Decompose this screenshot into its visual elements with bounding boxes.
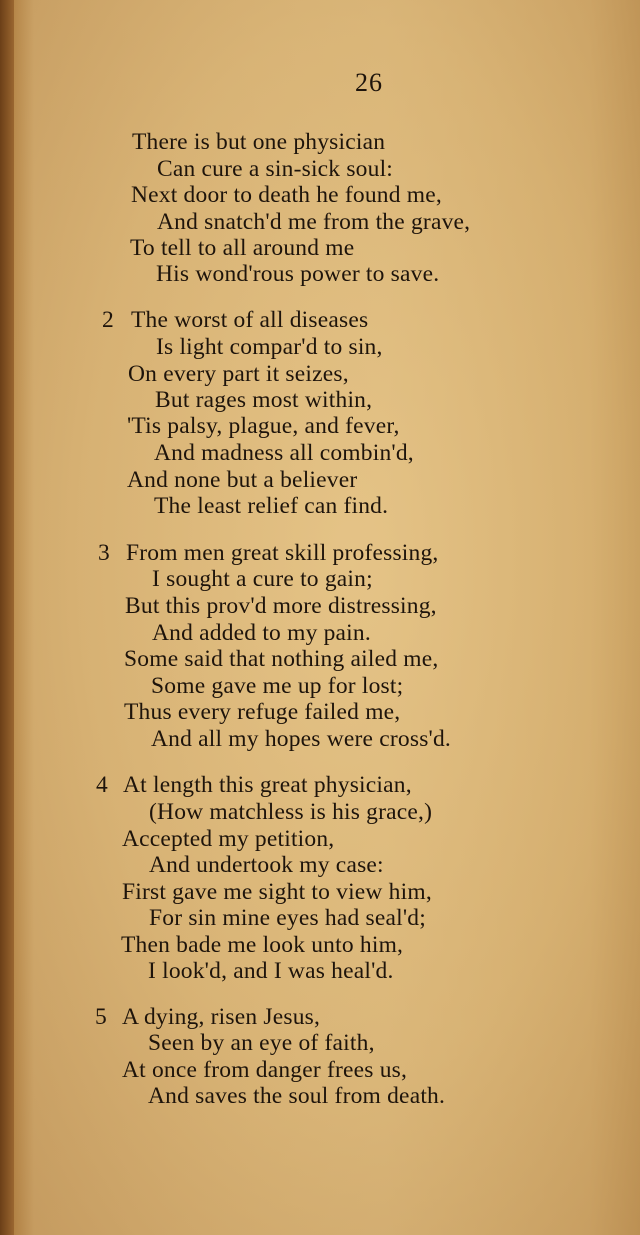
stanza-line: And added to my pain. bbox=[152, 620, 371, 646]
stanza-line: The worst of all diseases bbox=[131, 307, 369, 333]
stanza-line: I look'd, and I was heal'd. bbox=[148, 958, 394, 984]
stanza-line: Then bade me look unto him, bbox=[121, 932, 404, 958]
page-number: 26 bbox=[355, 68, 383, 97]
stanza-line: Accepted my petition, bbox=[122, 826, 335, 852]
stanza-line: At once from danger frees us, bbox=[122, 1057, 408, 1083]
stanza-line: The least relief can find. bbox=[154, 493, 389, 519]
stanza-line: And snatch'd me from the grave, bbox=[157, 209, 471, 235]
stanza-line: For sin mine eyes had seal'd; bbox=[149, 905, 426, 931]
stanza-line: But rages most within, bbox=[155, 387, 373, 413]
stanza-line: And saves the soul from death. bbox=[148, 1083, 446, 1109]
stanza-line: A dying, risen Jesus, bbox=[122, 1004, 321, 1030]
stanza-line: And all my hopes were cross'd. bbox=[151, 726, 452, 752]
stanza-line: And none but a believer bbox=[127, 467, 358, 493]
stanza-number: 2 bbox=[102, 307, 114, 333]
stanza-line: I sought a cure to gain; bbox=[152, 566, 373, 592]
stanza-line: And madness all combin'd, bbox=[154, 440, 414, 466]
stanza-line: But this prov'd more distressing, bbox=[125, 593, 437, 619]
stanza-line: Seen by an eye of faith, bbox=[148, 1030, 375, 1056]
stanza-line: Is light compar'd to sin, bbox=[156, 334, 383, 360]
stanza-number: 3 bbox=[98, 540, 110, 566]
stanza-line: There is but one physician bbox=[132, 129, 386, 155]
stanza-line: To tell to all around me bbox=[130, 235, 355, 261]
stanza-number: 5 bbox=[95, 1004, 107, 1030]
stanza-line: Can cure a sin-sick soul: bbox=[157, 156, 394, 182]
stanza-line: On every part it seizes, bbox=[128, 361, 349, 387]
stanza-line: First gave me sight to view him, bbox=[122, 879, 432, 905]
stanza-line: Next door to death he found me, bbox=[131, 182, 442, 208]
stanza-line: His wond'rous power to save. bbox=[156, 261, 440, 287]
stanza-line: And undertook my case: bbox=[149, 852, 384, 878]
stanza-line: At length this great physician, bbox=[123, 772, 412, 798]
stanza-line: Some said that nothing ailed me, bbox=[124, 646, 439, 672]
stanza-line: 'Tis palsy, plague, and fever, bbox=[127, 413, 400, 439]
stanza-line: From men great skill professing, bbox=[126, 540, 439, 566]
stanza-line: Thus every refuge failed me, bbox=[124, 699, 401, 725]
stanza-line: (How matchless is his grace,) bbox=[149, 799, 433, 825]
stanza-number: 4 bbox=[96, 772, 108, 798]
stanza-line: Some gave me up for lost; bbox=[151, 673, 404, 699]
page-spine-edge bbox=[0, 0, 14, 1235]
